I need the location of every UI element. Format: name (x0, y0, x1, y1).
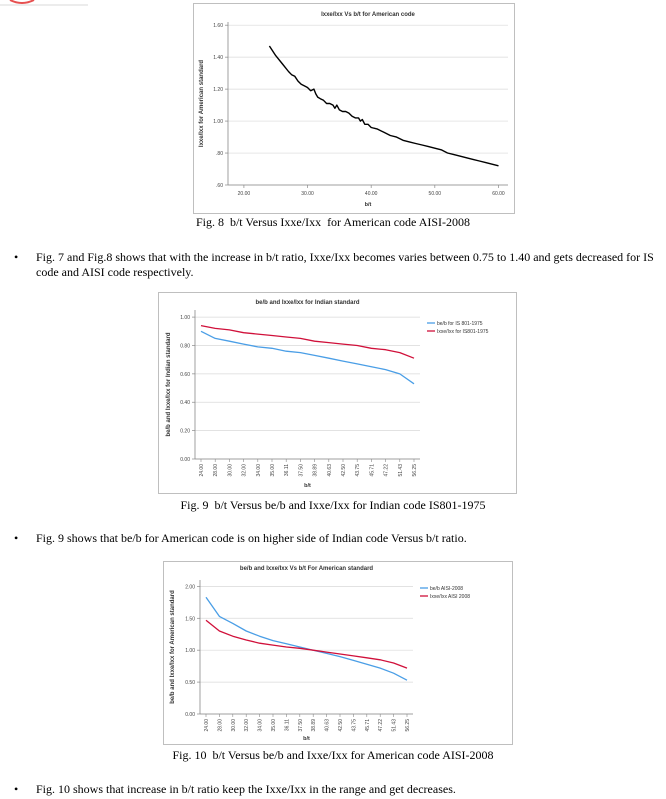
fig10-chart-svg (164, 562, 512, 744)
legend-label: Ixxe/Ixx AISI 2008 (430, 594, 471, 600)
y-tick-label: 0.50 (185, 680, 195, 687)
fig8-chart (193, 3, 515, 214)
fig9-chart (158, 292, 517, 494)
y-tick-label: 1.20 (213, 87, 223, 94)
y-tick-label: 2.00 (185, 584, 195, 591)
x-tick-label: 38.89 (311, 719, 318, 732)
fig10-chart (163, 561, 513, 745)
series-line-ixxe (269, 46, 498, 166)
x-tick-label: 28.00 (213, 464, 220, 477)
x-tick-label: 42.50 (341, 464, 347, 477)
fig8-caption: Fig. 8 b/t Versus Ixxe/Ixx for American code AISI-2008 (195, 215, 471, 229)
x-tick-label: 50.00 (428, 191, 442, 197)
y-tick-label: .60 (216, 183, 223, 189)
x-tick-label: 56.25 (412, 464, 418, 477)
y-tick-label: 1.50 (185, 616, 195, 623)
x-tick-label: 38.89 (312, 464, 319, 477)
bullet-item (14, 782, 654, 798)
fig8-chart-svg (194, 4, 514, 213)
x-tick-label: 24.00 (199, 464, 205, 477)
y-tick-label: 0.00 (185, 712, 195, 718)
bullet-text: Fig. 9 shows that be/b for American code is on higher side of Indian code Versus b/t ratio. (36, 531, 467, 545)
chart-title: Ixxe/Ixx Vs b/t for American code (321, 12, 415, 18)
chart-title: be/b and Ixxe/Ixx Vs b/t For American standard (239, 566, 374, 572)
y-axis-label: Ixxe/Ixx for American standard (199, 59, 205, 148)
logo-fragment (0, 0, 88, 6)
bullet-text: Fig. 10 shows that increase in b/t ratio keep the Ixxe/Ixx in the range and get decreases. (36, 782, 456, 796)
x-tick-label: 40.63 (324, 719, 331, 732)
y-tick-label: 1.00 (213, 119, 223, 126)
x-tick-label: 51.43 (397, 464, 404, 477)
bullet-dot: • (14, 782, 19, 796)
x-tick-label: 42.50 (338, 719, 344, 732)
fig9-chart-svg (159, 293, 516, 493)
x-tick-label: 43.75 (351, 719, 358, 732)
x-axis-label: b/t (304, 483, 311, 489)
x-tick-label: 35.00 (270, 464, 276, 477)
x-tick-label: 40.63 (326, 464, 333, 477)
bullet-text: Fig. 7 and Fig.8 shows that with the increase in b/t ratio, Ixxe/Ixx becomes varies between 0.75 to 1.40 and gets decreased for IS code and AISI code respectively. (36, 250, 654, 279)
x-tick-label: 36.11 (284, 464, 291, 477)
x-tick-label: 30.00 (230, 719, 237, 732)
x-tick-label: 36.11 (284, 719, 291, 732)
x-tick-label: 30.00 (227, 464, 234, 477)
y-tick-label: 0.60 (180, 371, 190, 378)
x-tick-label: 32.00 (244, 719, 251, 732)
y-tick-label: 1.00 (180, 315, 190, 322)
fig10-caption: Fig. 10 b/t Versus be/b and Ixxe/Ixx for American code AISI-2008 (172, 748, 494, 762)
bullet-item (14, 250, 654, 282)
x-tick-label: 37.50 (297, 719, 304, 732)
x-tick-label: 32.00 (241, 464, 248, 477)
legend-label: be/b for IS 801-1975 (437, 321, 483, 327)
x-tick-label: 40.00 (364, 191, 378, 197)
x-tick-label: 34.00 (257, 719, 264, 732)
x-tick-label: 20.00 (237, 191, 251, 197)
x-tick-label: 37.50 (298, 464, 305, 477)
x-tick-label: 60.00 (492, 191, 505, 197)
y-tick-label: .80 (216, 151, 223, 158)
x-tick-label: 45.71 (369, 464, 376, 477)
logo-arc (10, 0, 34, 3)
x-tick-label: 51.43 (391, 719, 398, 732)
bullet-dot: • (14, 250, 19, 264)
x-tick-label: 24.00 (204, 719, 210, 732)
y-tick-label: 1.40 (213, 55, 223, 62)
x-axis-label: b/t (303, 736, 310, 742)
x-tick-label: 47.22 (378, 719, 385, 732)
x-axis-label: b/t (364, 202, 372, 208)
y-tick-label: 0.40 (180, 400, 190, 407)
y-axis-label: be/b and Ixxe/Ixx for Indian standard (166, 332, 172, 437)
x-tick-label: 56.25 (405, 719, 411, 732)
bullet-dot: • (14, 531, 19, 545)
series-line-beb (206, 597, 407, 680)
y-tick-label: 1.00 (185, 648, 195, 655)
legend-label: Ixxe/Ixx for IS801-1975 (437, 329, 489, 335)
chart-title: be/b and Ixxe/Ixx for Indian standard (255, 300, 360, 306)
y-tick-label: 1.60 (213, 23, 223, 30)
x-tick-label: 43.75 (355, 464, 362, 477)
x-tick-label: 35.00 (271, 719, 277, 732)
y-tick-label: 0.00 (180, 457, 190, 463)
y-tick-label: 0.20 (180, 428, 190, 435)
x-tick-label: 47.22 (383, 464, 390, 477)
x-tick-label: 28.00 (217, 719, 224, 732)
y-axis-label: be/b and Ixxe/Ixx for American standard (170, 590, 176, 704)
fig9-caption: Fig. 9 b/t Versus be/b and Ixxe/Ixx for Indian code IS801-1975 (180, 498, 486, 512)
x-tick-label: 30.00 (301, 191, 314, 197)
x-tick-label: 45.71 (364, 719, 371, 732)
series-line-ixxe (206, 620, 407, 668)
legend-label: be/b AISI-2008 (430, 586, 464, 592)
bullet-item (14, 531, 654, 547)
x-tick-label: 34.00 (255, 464, 262, 477)
y-tick-label: 0.80 (180, 343, 190, 350)
